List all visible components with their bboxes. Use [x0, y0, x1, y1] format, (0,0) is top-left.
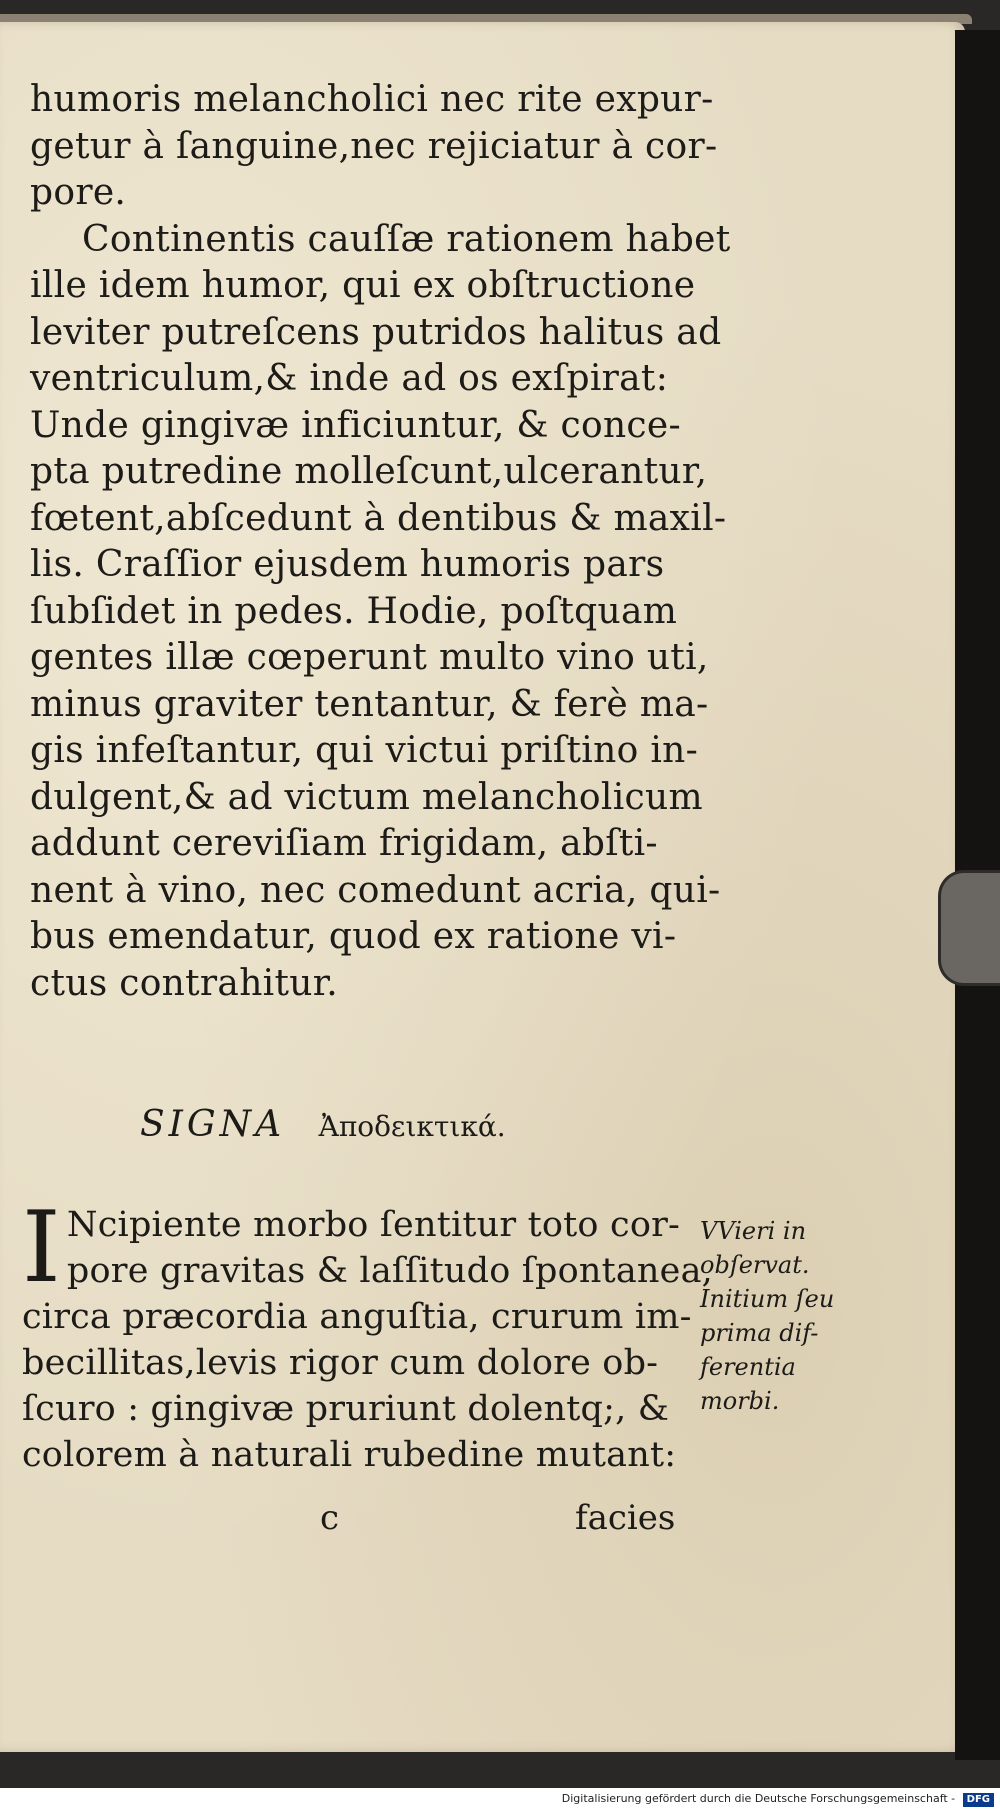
text-line: ſubſidet in pedes. Hodie, poſtquam [30, 590, 678, 632]
text-line: nent à vino, nec comedunt acria, qui- [30, 869, 721, 911]
heading-latin: SIGNA [140, 1104, 286, 1145]
dfg-logo: DFG [963, 1793, 994, 1807]
signature-mark: c [320, 1498, 340, 1538]
drop-capital: I [22, 1191, 61, 1305]
catchword: facies [575, 1498, 676, 1538]
text-line: circa præcordia anguſtia, crurum im- [22, 1297, 692, 1337]
text-line: bus emendatur, quod ex ratione vi- [30, 916, 677, 957]
text-line: Ncipiente morbo ſentitur toto cor- [66, 1205, 681, 1245]
text-line: humoris melancholici nec rite expur- [30, 79, 714, 120]
footer-text: Digitalisierung gefördert durch die Deutsche Forschungsgemeinschaft - [561, 1792, 956, 1805]
body-text [30, 77, 731, 1007]
text-line: fœtent,abſcedunt à dentibus & maxil- [30, 497, 727, 539]
digitization-footer [0, 1788, 1000, 1810]
text-line: ille idem humor, qui ex obſtructione [30, 265, 696, 306]
book-page [0, 22, 965, 1752]
text-line: pore gravitas & laſſitudo ſpontanea, [66, 1251, 713, 1291]
text-line: colorem à naturali rubedine mutant: [22, 1435, 677, 1475]
section-heading [140, 1104, 506, 1145]
text-line: becillitas,levis rigor cum dolore ob- [22, 1343, 659, 1383]
text-line: lis. Craſſior ejusdem humoris pars [30, 544, 665, 585]
signs-paragraph [22, 1191, 713, 1478]
text-line: Unde gingivæ inficiuntur, & conce- [30, 404, 681, 446]
text-line: ctus contrahitur. [30, 962, 339, 1004]
text-line: pore. [30, 172, 127, 213]
text-line: addunt cereviſiam frigidam, abſti- [30, 823, 658, 864]
margin-notes [700, 1214, 880, 1418]
heading-greek: Ἀποδεικτικά. [318, 1110, 506, 1143]
text-line: getur à ſanguine,nec rejiciatur à cor- [30, 125, 718, 167]
text-line: gentes illæ cœperunt multo vino uti, [30, 637, 709, 678]
text-line: ventriculum,& inde ad os exſpirat: [30, 358, 669, 399]
margin-note-line: Initium ſeu [700, 1285, 835, 1313]
margin-note-line: VVieri in [700, 1217, 807, 1245]
text-line: pta putredine molleſcunt,ulcerantur, [30, 451, 708, 492]
margin-note-line: obſervat. [700, 1251, 810, 1279]
text-line: leviter putreſcens putridos halitus ad [30, 311, 722, 353]
margin-note-line: prima dif- [700, 1319, 819, 1347]
text-line: ſcuro : gingivæ pruriunt dolentq;, & [22, 1389, 670, 1429]
page-clip [938, 870, 1000, 986]
text-line: gis infeſtantur, qui victui priſtino in- [30, 730, 699, 771]
text-line: dulgent,& ad victum melancholicum [30, 776, 703, 818]
text-line: minus graviter tentantur, & ferè ma- [30, 683, 709, 725]
text-line: Continentis cauſſæ rationem habet [82, 218, 731, 260]
margin-note-line: ferentia [700, 1353, 796, 1381]
margin-note-line: morbi. [700, 1387, 780, 1415]
